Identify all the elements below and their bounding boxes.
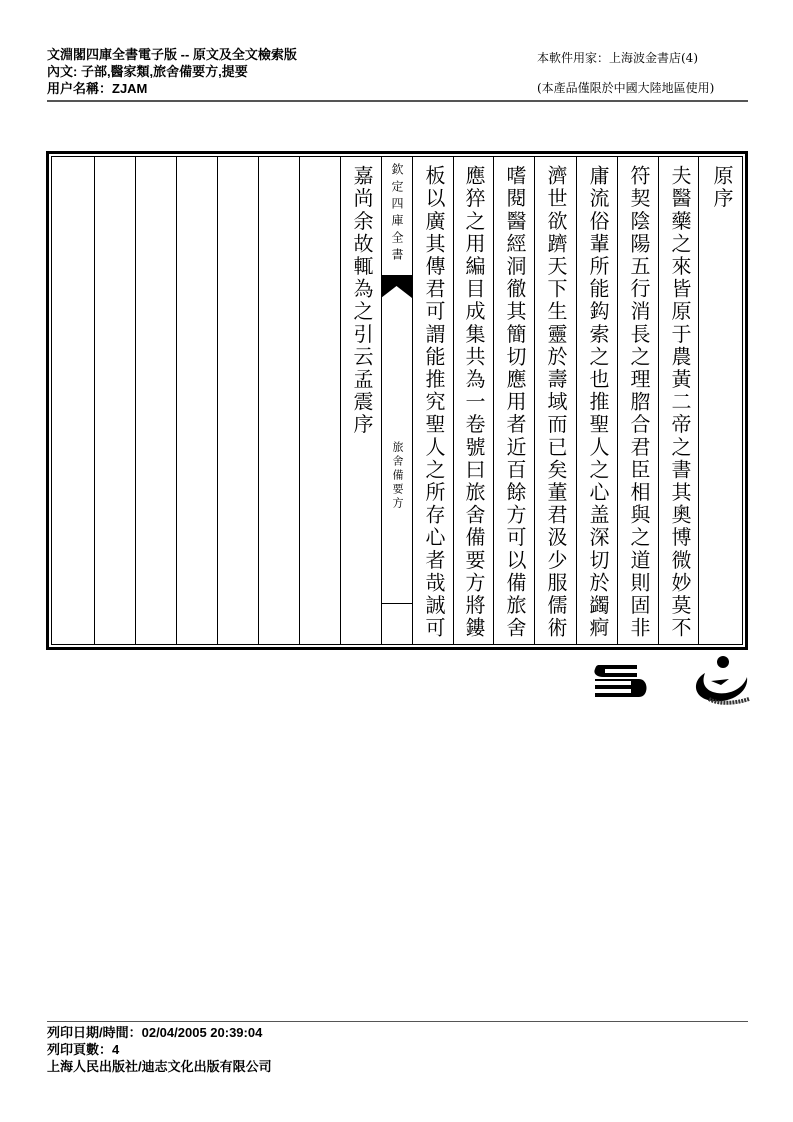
text-frame bbox=[46, 151, 748, 650]
text-column: 濟世欲躋天下生靈於壽域而已矣董君汲少服儒術 bbox=[544, 165, 568, 640]
text-column: 夫醫藥之來皆原于農黃二帝之書其奧博微妙莫不 bbox=[668, 165, 692, 640]
publisher-books-logo-icon bbox=[593, 663, 653, 699]
app-title: 文淵閣四庫全書電子版 -- 原文及全文檢索版 bbox=[47, 47, 297, 62]
print-datetime: 列印日期/時間：02/04/2005 20:39:04 bbox=[47, 1025, 263, 1040]
text-column: 板以廣其傳君可謂能推究聖人之所存心者哉誠可 bbox=[422, 165, 446, 640]
header-divider bbox=[47, 100, 748, 102]
publisher: 上海人民出版社/迪志文化出版有限公司 bbox=[47, 1059, 272, 1074]
preface-title: 原序 bbox=[710, 165, 734, 211]
restriction-note: (本產品僅限於中國大陸地區使用) bbox=[537, 81, 715, 95]
text-column: 符契陰陽五行消長之理脗合君臣相與之道則固非 bbox=[627, 165, 651, 640]
user-name: 用户名稱：ZJAM bbox=[47, 81, 148, 96]
banner-book-title: 旅舍備要方 bbox=[391, 441, 404, 511]
banner-title: 欽定四庫全書 bbox=[390, 163, 404, 265]
banner-column bbox=[381, 157, 412, 644]
fishtail-mark-icon bbox=[381, 276, 412, 298]
print-page-count: 列印頁數：4 bbox=[47, 1042, 120, 1057]
text-column: 嗜閱醫經洞徹其簡切應用者近百餘方可以備旅舍 bbox=[503, 165, 527, 640]
text-column: 嘉尚余故輒為之引云孟震序 bbox=[350, 165, 374, 437]
publisher-brush-logo-icon bbox=[685, 655, 755, 707]
licensee: 本軟件用家：上海波金書店(4) bbox=[537, 51, 698, 65]
text-column: 應猝之用編目成集共為一卷號曰旅舍備要方將鏤 bbox=[462, 165, 486, 640]
footer-divider bbox=[47, 1021, 748, 1022]
text-column: 庸流俗輩所能鈎索之也推聖人之心盖深切於蠲痾 bbox=[586, 165, 610, 640]
content-breadcrumb: 內文: 子部,醫家類,旅舍備要方,提要 bbox=[47, 64, 248, 79]
